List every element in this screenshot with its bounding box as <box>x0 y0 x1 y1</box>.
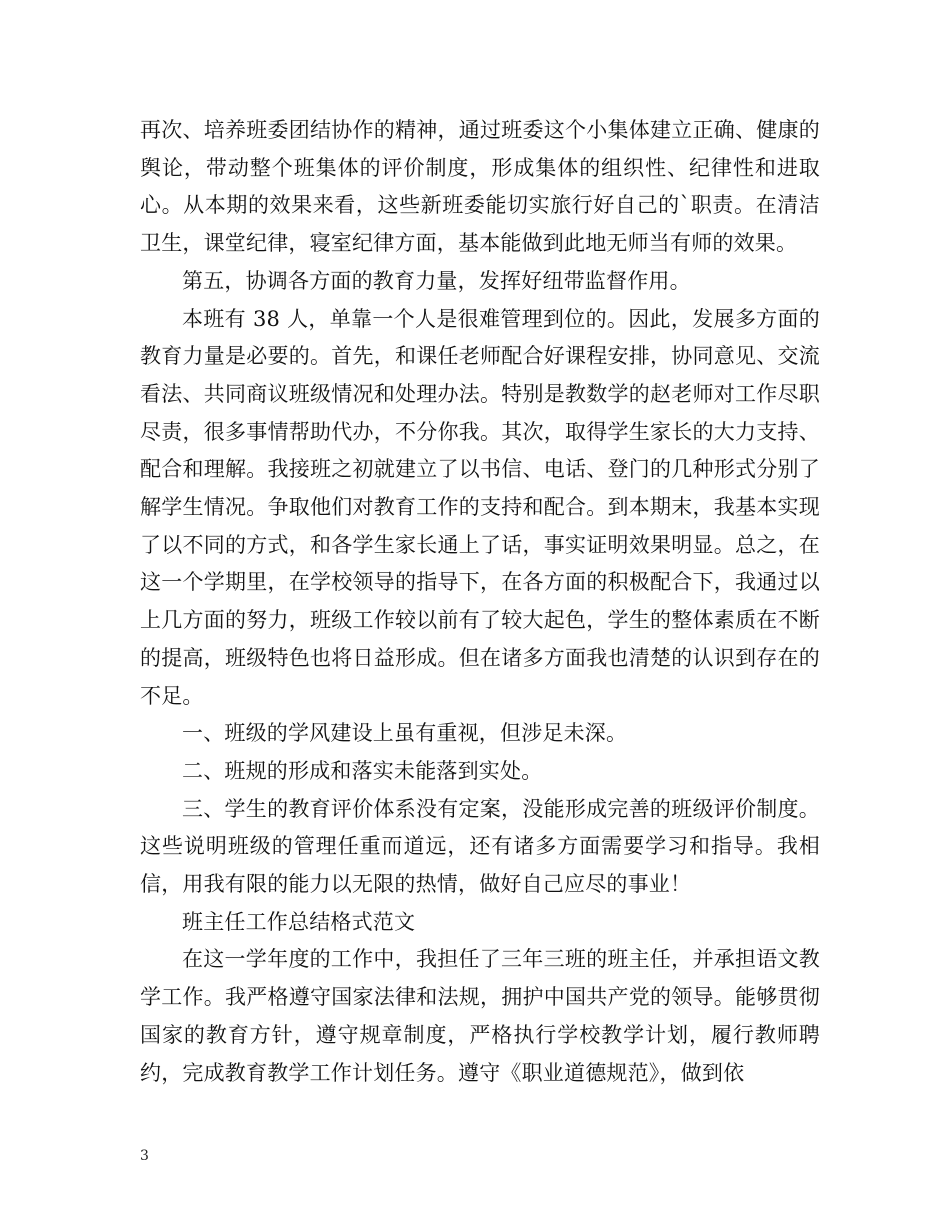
paragraph-4: 一、班级的学风建设上虽有重视，但涉足未深。 <box>182 721 628 746</box>
paragraph-2: 第五，协调各方面的教育力量，发挥好纽带监督作用。 <box>182 268 691 293</box>
section-heading: 班主任工作总结格式范文 <box>182 909 416 934</box>
page-number: 3 <box>140 1148 149 1164</box>
paragraph-5: 二、班规的形成和落实未能落到实处。 <box>182 758 543 783</box>
document-body <box>140 112 820 1092</box>
paragraph-7: 在这一学年度的工作中，我担任了三年三班的班主任，并承担语文教学工作。我严格遵守国家法律和法规，拥护中国共产党的领导。能够贯彻国家的教育方针，遵守规章制度，严格执行学校教学计划，履行教师聘约，完成教育教学工作计划任务。遵守《职业道德规范》，做到依 <box>140 947 820 1085</box>
paragraph-1: 再次、培养班委团结协作的精神，通过班委这个小集体建立正确、健康的舆论，带动整个班集体的评价制度，形成集体的组织性、纪律性和进取心。从本期的效果来看，这些新班委能切实旅行好自己的`职责。在清洁卫生，课堂纪律，寝室纪律方面，基本能做到此地无师当有师的效果。 <box>140 118 820 256</box>
paragraph-6: 三、学生的教育评价体系没有定案，没能形成完善的班级评价制度。这些说明班级的管理任重而道远，还有诸多方面需要学习和指导。我相信，用我有限的能力以无限的热情，做好自己应尽的事业！ <box>140 796 820 897</box>
paragraph-3: 本班有 38 人，单靠一个人是很难管理到位的。因此，发展多方面的教育力量是必要的。首先，和课任老师配合好课程安排，协同意见、交流看法、共同商议班级情况和处理办法。特别是教数学的赵老师对工作尽职尽责，很多事情帮助代办，不分你我。其次，取得学生家长的大力支持、配合和理解。我接班之初就建立了以书信、电话、登门的几种形式分别了解学生情况。争取他们对教育工作的支持和配合。到本期末，我基本实现了以不同的方式，和各学生家长通上了话，事实证明效果明显。总之，在这一个学期里，在学校领导的指导下，在各方面的积极配合下，我通过以上几方面的努力，班级工作较以前有了较大起色，学生的整体素质在不断的提高，班级特色也将日益形成。但在诸多方面我也清楚的认识到存在的不足。 <box>140 306 820 708</box>
